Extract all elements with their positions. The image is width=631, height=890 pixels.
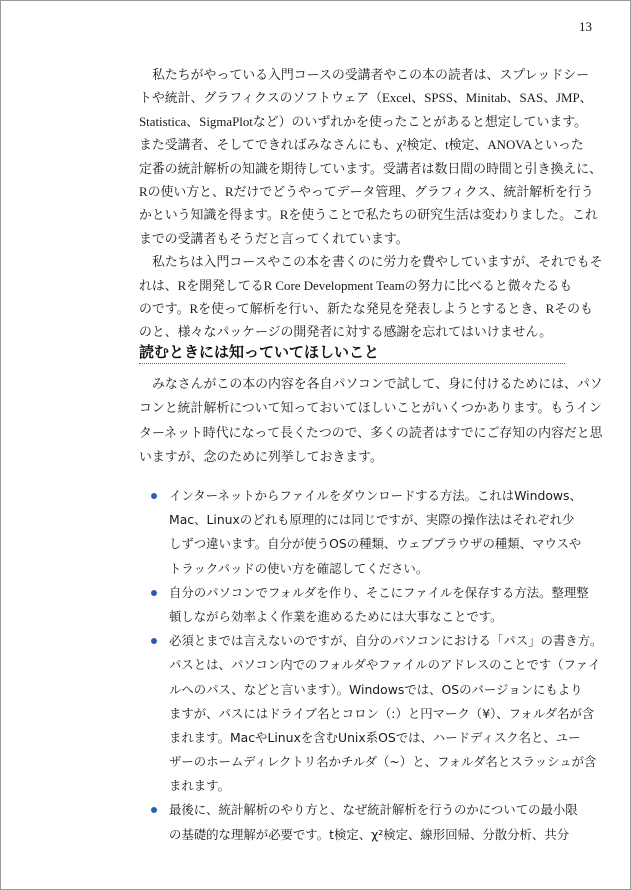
text-line: トや統計、グラフィクスのソフトウェア（Excel、SPSS、Minitab、SAS、JMP、 <box>139 91 593 106</box>
bullet-icon <box>151 807 157 813</box>
text-line: パスとは、パソコン内でのフォルダやファイルのアドレスのことです（ファイ <box>169 657 601 673</box>
text-line: しずつ違います。自分が使うOSの種類、ウェブブラウザの種類、マウスや <box>169 536 582 552</box>
intro-text <box>139 64 603 345</box>
text-line: のと、様々なパッケージの開発者に対する感謝を忘れてはいけません。 <box>139 325 553 340</box>
list-item <box>139 581 589 629</box>
text-line: までの受講者もそうだと言ってくれています。 <box>139 231 409 246</box>
text-line: いますが、念のために列挙しておきます。 <box>139 449 383 464</box>
page-number: 13 <box>579 19 592 34</box>
text-line: ターネット時代になって長くたつので、多くの読者はすでにご存知の内容だと思 <box>139 425 603 440</box>
bullet-list <box>139 484 603 847</box>
text-line: また受講者、そしてできればみなさんにも、χ²検定、t検定、ANOVAといった <box>139 138 584 153</box>
text-line: まれます。MacやLinuxを含むUnix系OSでは、ハードディスク名と、ユー <box>169 729 581 745</box>
text-line: Statistica、SigmaPlotなど）のいずれかを使ったことがあると想定しています。 <box>139 114 587 129</box>
list-item <box>139 629 603 798</box>
text-line: まれます。 <box>169 778 230 794</box>
paragraph <box>139 251 603 345</box>
text-line: れは、Rを開発してるR Core Development Teamの努力に比べると微々たるも <box>139 278 573 293</box>
paragraph <box>139 64 603 251</box>
text-line: Rの使い方と、Rだけでどうやってデータ管理、グラフィクス、統計解析を行う <box>139 184 594 199</box>
text-line: ルへのパス、などと言います）。Windowsでは、OSのバージョンにもより <box>169 681 583 697</box>
list-item <box>139 798 578 846</box>
text-line: インターネットからファイルをダウンロードする方法。これはWindows、 <box>169 488 582 503</box>
text-line: ますが、パスにはドライブ名とコロン（:）と円マーク（¥）、フォルダ名が含 <box>169 705 595 721</box>
text-line: 自分のパソコンでフォルダを作り、そこにファイルを保存する方法。整理整 <box>169 584 589 600</box>
text-line: の基礎的な理解が必要です。t検定、χ²検定、線形回帰、分散分析、共分 <box>169 826 570 842</box>
text-line: Mac、Linuxのどれも原理的には同じですが、実際の操作法はそれぞれ少 <box>169 512 575 528</box>
text-line: 最後に、統計解析のやり方と、なぜ統計解析を行うのかについての最小限 <box>169 802 578 818</box>
text-line: かという知識を得ます。Rを使うことで私たちの研究生活は変わりました。これ <box>139 208 598 223</box>
text-line: ザーのホームディレクトリ名かチルダ（~）と、フォルダ名とスラッシュが含 <box>169 754 597 770</box>
text-line: のです。Rを使って解析を行い、新たな発見を発表しようとするとき、Rそのも <box>139 301 593 316</box>
text-line: 定番の統計解析の知識を期待しています。受講者は数日間の時間と引き換えに、 <box>139 161 603 176</box>
text-line: 私たちは入門コースやこの本を書くのに労力を費やしていますが、それでもそ <box>152 255 603 270</box>
section-heading: 読むときには知っていてほしいこと <box>139 341 565 364</box>
bullet-icon <box>151 638 157 644</box>
bullet-icon <box>151 590 157 596</box>
section-paragraph <box>139 372 603 469</box>
bullet-icon <box>151 493 157 499</box>
text-line: 頓しながら効率よく作業を進めるためには大事なことです。 <box>169 608 503 624</box>
text-line: 私たちがやっている入門コースの受講者やこの本の読者は、スプレッドシー <box>152 68 589 82</box>
text-line: 必須とまでは言えないのですが、自分のパソコンにおける「パス」の書き方。 <box>169 633 603 649</box>
text-line: トラックパッドの使い方を確認してください。 <box>169 560 429 576</box>
list-item <box>139 484 582 581</box>
text-line: コンと統計解析について知っておいてほしいことがいくつかあります。もうイン <box>139 401 602 416</box>
text-line: みなさんがこの本の内容を各自パソコンで試して、身に付けるためには、パソ <box>152 377 603 391</box>
